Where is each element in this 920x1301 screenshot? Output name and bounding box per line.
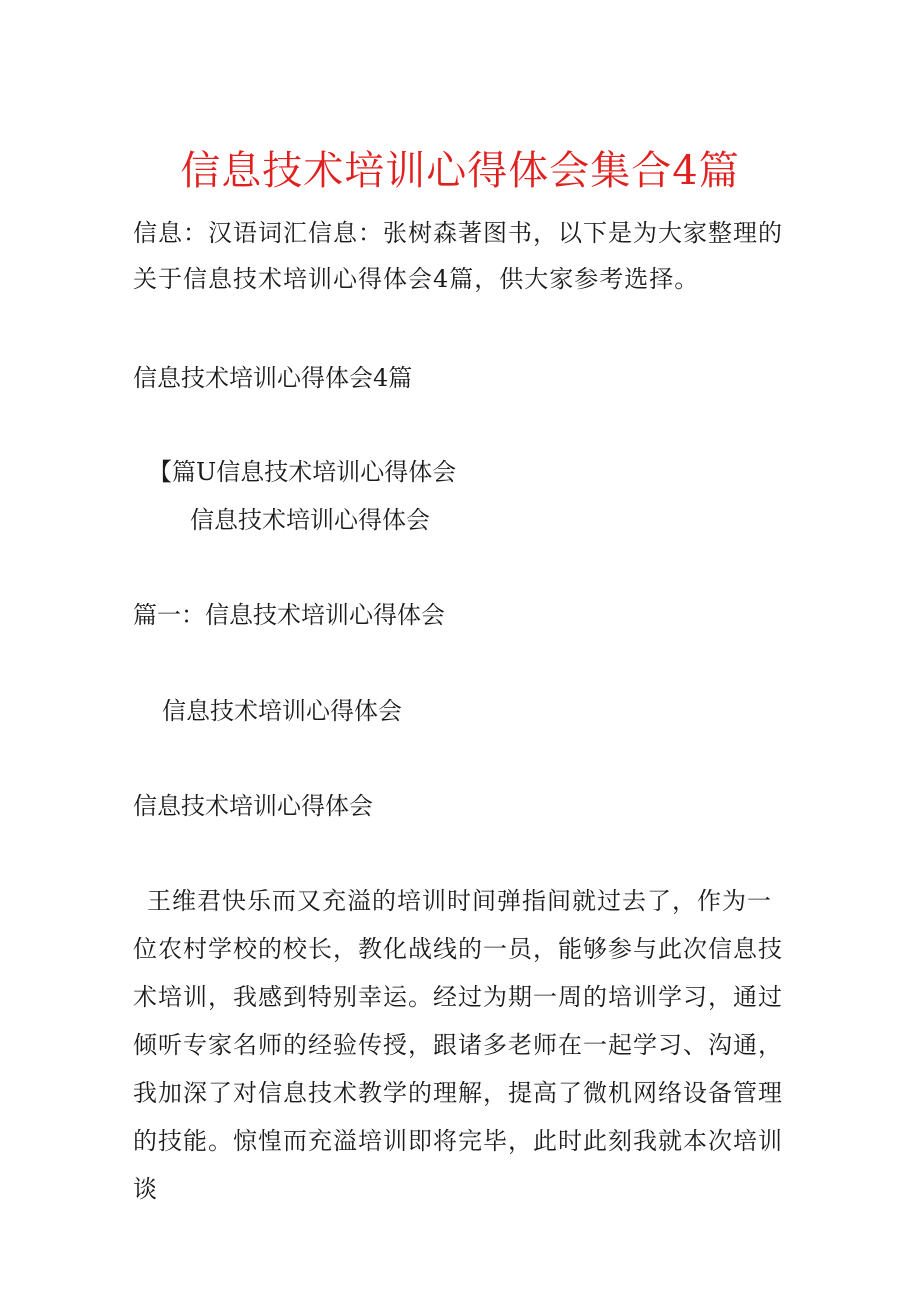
main-heading: 信息技术培训心得体会4篇 bbox=[133, 364, 413, 392]
section-label: 【篇U信息技术培训心得体会 bbox=[148, 458, 457, 486]
part-one-heading: 篇一：信息技术培训心得体会 bbox=[133, 601, 445, 629]
intro-paragraph: 信息：汉语词汇信息：张树森著图书，以下是为大家整理的关于信息技术培训心得体会4篇，供大家参考选择。 bbox=[133, 219, 783, 293]
part-one-title: 信息技术培训心得体会 bbox=[133, 792, 373, 820]
part-one-subheading: 信息技术培训心得体会 bbox=[162, 697, 402, 725]
section-subtitle: 信息技术培训心得体会 bbox=[190, 506, 430, 534]
document-title: 信息技术培训心得体会集合4篇 bbox=[180, 148, 740, 194]
body-paragraph: 王维君快乐而又充溢的培训时间弹指间就过去了，作为一位农村学校的校长，教化战线的一员，能够参与此次信息技术培训，我感到特别幸运。经过为期一周的培训学习，通过倾听专家名师的经验传授，跟诸多老师在一起学习、沟通，我加深了对信息技术教学的理解，提高了微机网络设备管理的技能。惊惶而充溢培训即将完毕，此时此刻我就本次培训谈 bbox=[133, 887, 783, 1203]
